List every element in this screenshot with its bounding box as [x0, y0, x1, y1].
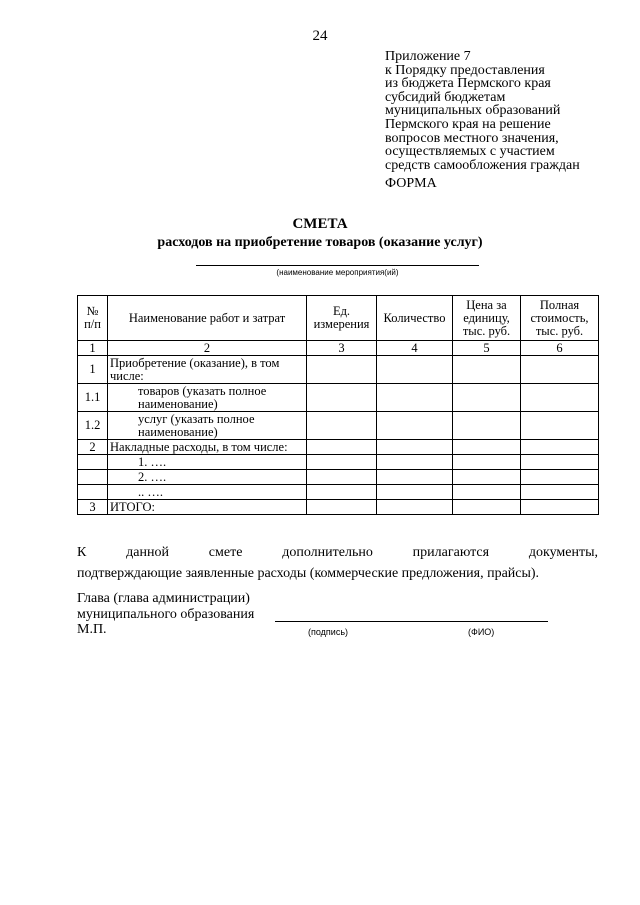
table-row	[78, 485, 599, 500]
appendix-line: субсидий бюджетам	[385, 89, 506, 105]
empty-cell	[307, 440, 377, 455]
empty-cell	[521, 455, 599, 470]
row-name: Приобретение (оказание), в том числе:	[108, 356, 307, 384]
header-cell: Наименование работ и затрат	[108, 296, 307, 341]
row-number: 3	[78, 500, 108, 515]
empty-cell	[307, 455, 377, 470]
header-cell: Цена за единицу, тыс. руб.	[453, 296, 521, 341]
empty-cell	[521, 412, 599, 440]
column-number: 2	[108, 341, 307, 356]
column-number: 3	[307, 341, 377, 356]
appendix-line: муниципальных образований	[385, 103, 561, 119]
row-number: 1	[78, 356, 108, 384]
empty-cell	[377, 485, 453, 500]
table-row	[78, 412, 599, 440]
empty-cell	[453, 356, 521, 384]
appendix-block	[385, 50, 630, 172]
empty-cell	[307, 356, 377, 384]
empty-cell	[453, 455, 521, 470]
empty-cell	[307, 470, 377, 485]
row-name: услуг (указать полное наименование)	[108, 412, 307, 440]
empty-cell	[453, 485, 521, 500]
empty-cell	[377, 500, 453, 515]
empty-cell	[377, 440, 453, 455]
note-line: подтверждающие заявленные расходы (коммерческие предложения, прайсы).	[77, 566, 540, 581]
empty-cell	[307, 500, 377, 515]
empty-cell	[307, 485, 377, 500]
row-name: товаров (указать полное наименование)	[108, 384, 307, 412]
estimate-table	[77, 295, 599, 515]
row-number: 2	[78, 440, 108, 455]
empty-cell	[453, 470, 521, 485]
empty-cell	[453, 500, 521, 515]
empty-cell	[307, 384, 377, 412]
row-number: 1.2	[78, 412, 108, 440]
column-number-row	[78, 341, 599, 356]
row-name: Накладные расходы, в том числе:	[108, 440, 307, 455]
signatory-title: Глава (глава администрации)	[77, 591, 250, 606]
signature-caption: (подпись)	[308, 627, 349, 637]
appendix-line: Пермского края на решение	[385, 116, 551, 132]
signatory-title: муниципального образования	[77, 607, 255, 622]
table-row	[78, 500, 599, 515]
appendix-line: к Порядку предоставления	[385, 62, 545, 78]
form-label: ФОРМА	[385, 176, 437, 191]
row-name: ИТОГО:	[108, 500, 307, 515]
empty-cell	[377, 356, 453, 384]
header-cell: Полная стоимость, тыс. руб.	[521, 296, 599, 341]
empty-cell	[377, 470, 453, 485]
note-line: К данной смете дополнительно прилагаются документы,	[77, 545, 598, 560]
empty-cell	[521, 470, 599, 485]
empty-cell	[453, 384, 521, 412]
appendix-line: из бюджета Пермского края	[385, 76, 551, 92]
appendix-line: средств самообложения граждан	[385, 157, 580, 173]
table-row	[78, 440, 599, 455]
empty-cell	[453, 412, 521, 440]
row-name: 1. ….	[108, 455, 307, 470]
appendix-line: осуществляемых с участием	[385, 144, 555, 160]
column-number: 4	[377, 341, 453, 356]
appendix-line: вопросов местного значения,	[385, 130, 559, 146]
empty-cell	[521, 356, 599, 384]
event-name-line	[196, 265, 479, 266]
signature-line	[275, 621, 548, 622]
header-cell: Ед. измерения	[307, 296, 377, 341]
stamp-place: М.П.	[77, 622, 107, 637]
row-name: .. ….	[108, 485, 307, 500]
empty-cell	[453, 440, 521, 455]
row-number	[78, 455, 108, 470]
page-number: 24	[312, 28, 328, 44]
empty-cell	[521, 485, 599, 500]
header-cell: № п/п	[78, 296, 108, 341]
row-number	[78, 470, 108, 485]
document-subtitle: расходов на приобретение товаров (оказание услуг)	[157, 235, 483, 250]
header-cell: Количество	[377, 296, 453, 341]
empty-cell	[521, 440, 599, 455]
appendix-line: Приложение 7	[385, 49, 471, 64]
row-number	[78, 485, 108, 500]
document-title: СМЕТА	[292, 216, 348, 232]
empty-cell	[377, 384, 453, 412]
row-number: 1.1	[78, 384, 108, 412]
event-name-caption: (наименование мероприятия(ий)	[276, 268, 399, 277]
row-name: 2. ….	[108, 470, 307, 485]
empty-cell	[377, 455, 453, 470]
table-header-row	[78, 296, 599, 341]
table-row	[78, 470, 599, 485]
table-row	[78, 356, 599, 384]
column-number: 1	[78, 341, 108, 356]
empty-cell	[521, 384, 599, 412]
table-row	[78, 384, 599, 412]
table-row	[78, 455, 599, 470]
empty-cell	[377, 412, 453, 440]
empty-cell	[521, 500, 599, 515]
column-number: 6	[521, 341, 599, 356]
column-number: 5	[453, 341, 521, 356]
empty-cell	[307, 412, 377, 440]
fio-caption: (ФИО)	[468, 627, 495, 637]
